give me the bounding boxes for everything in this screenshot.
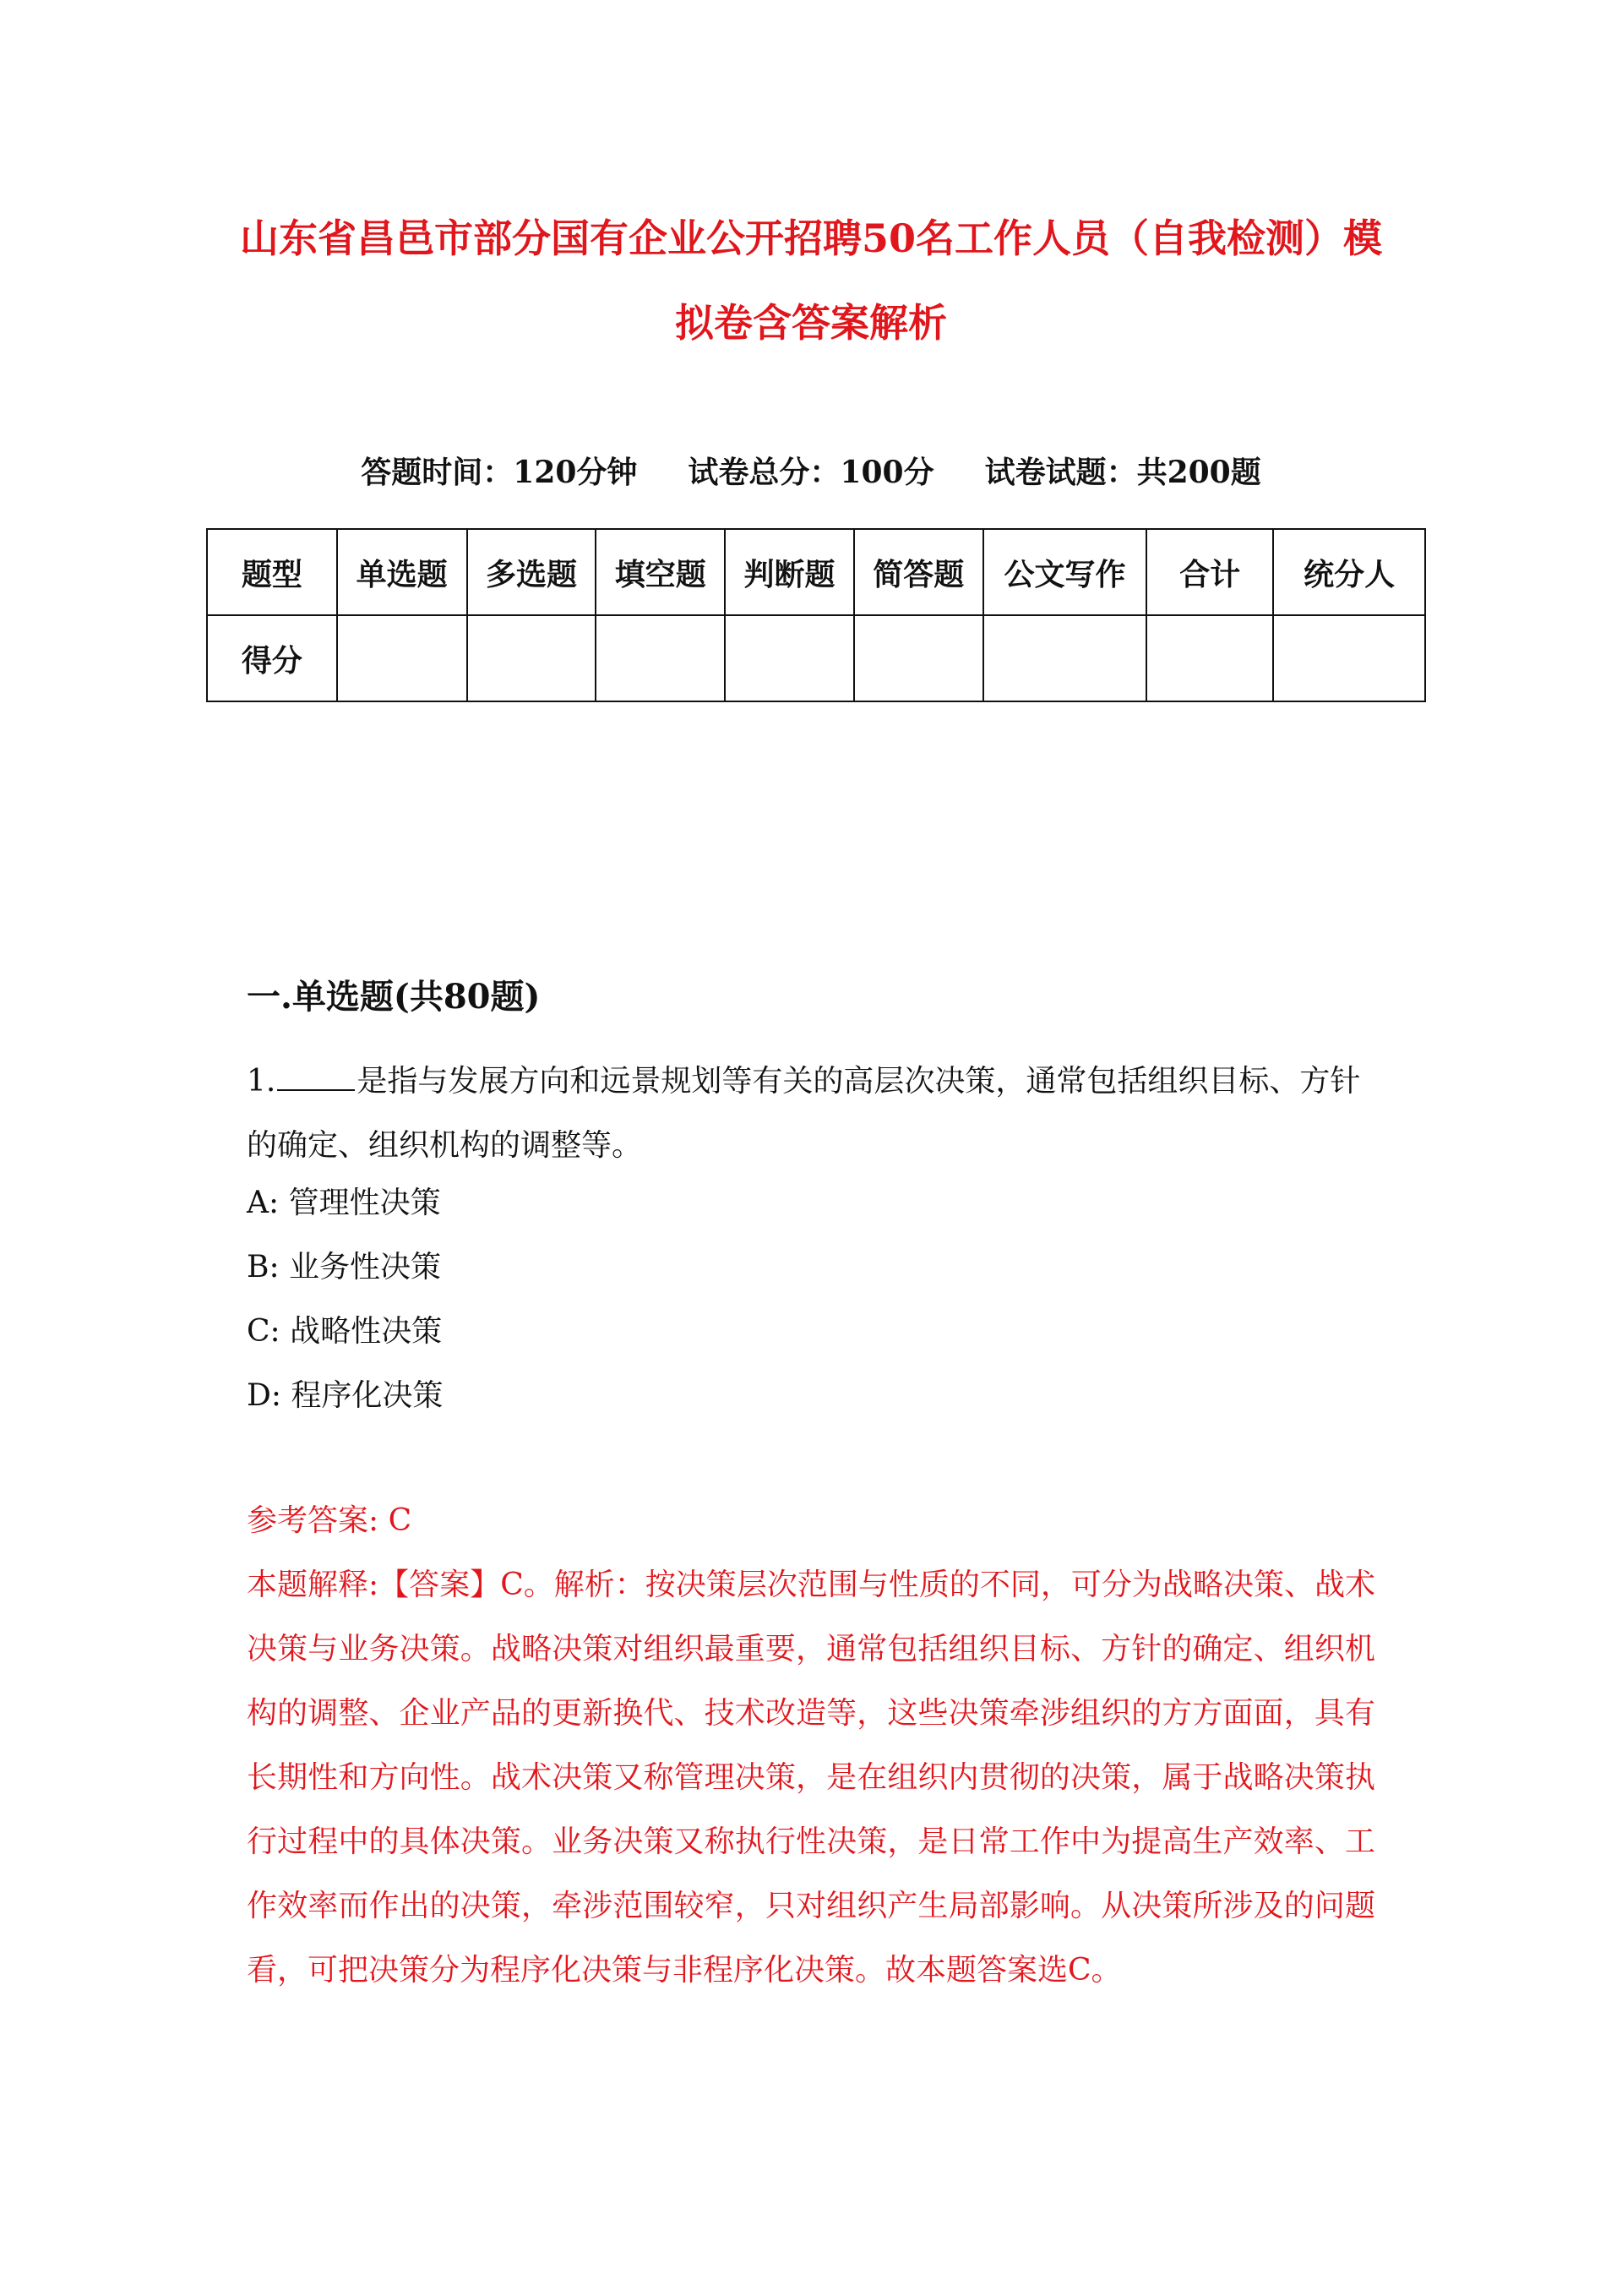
section-title: 一.单选题(共80题)	[247, 977, 541, 1017]
score-table-header: 单选题	[337, 529, 467, 615]
question-number: 1.	[247, 1064, 276, 1099]
score-cell	[337, 615, 467, 701]
score-cell	[983, 615, 1147, 701]
question-stem	[247, 1050, 1379, 1178]
score-table-header: 统分人	[1273, 529, 1425, 615]
option-b: B: 业务性决策	[247, 1250, 442, 1284]
score-table	[206, 528, 1426, 702]
score-table-header: 公文写作	[983, 529, 1147, 615]
score-cell	[467, 615, 596, 701]
option-c: C: 战略性决策	[247, 1314, 443, 1349]
score-table-header: 合计	[1146, 529, 1273, 615]
option-list	[247, 1171, 443, 1428]
score-table-header: 填空题	[596, 529, 725, 615]
score-table-score-row	[207, 615, 1425, 701]
score-cell	[1273, 615, 1425, 701]
score-table-header: 判断题	[725, 529, 854, 615]
score-table-header: 简答题	[854, 529, 983, 615]
exam-total-score: 试卷总分：100分	[688, 455, 934, 490]
exam-meta	[203, 451, 1419, 494]
score-row-label: 得分	[207, 615, 337, 701]
question-text: 是指与发展方向和远景规划等有关的高层次决策，通常包括组织目标、方针的确定、组织机构的调整等。	[247, 1064, 1361, 1163]
answer-explanation: 本题解释:【答案】C。解析：按决策层次范围与性质的不同，可分为战略决策、战术决策与业务决策。战略决策对组织最重要，通常包括组织目标、方针的确定、组织机构的调整、企业产品的更新换代、技术改造等，这些决策牵涉组织的方方面面，具有长期性和方向性。战术决策又称管理决策，是在组织内贯彻的决策，属于战略决策执行过程中的具体决策。业务决策又称执行性决策，是日常工作中为提高生产效率、工作效率而作出的决策，牵涉范围较窄，只对组织产生局部影响。从决策所涉及的问题看，可把决策分为程序化决策与非程序化决策。故本题答案选C。	[247, 1568, 1375, 1988]
exam-time: 答题时间：120分钟	[361, 455, 638, 490]
reference-answer: 参考答案: C	[247, 1503, 412, 1538]
score-cell	[596, 615, 725, 701]
document-title-line-2: 拟卷含答案解析	[675, 300, 947, 346]
score-table-header-row	[207, 529, 1425, 615]
exam-question-count: 试卷试题：共200题	[984, 455, 1261, 490]
score-cell	[1146, 615, 1273, 701]
option-a: A: 管理性决策	[247, 1186, 441, 1220]
answer-blank	[277, 1061, 355, 1091]
option-d: D: 程序化决策	[247, 1378, 444, 1413]
document-title-line-1: 山东省昌邑市部分国有企业公开招聘50名工作人员（自我检测）模	[239, 215, 1382, 261]
score-table-header: 题型	[207, 529, 337, 615]
score-cell	[854, 615, 983, 701]
score-table-header: 多选题	[467, 529, 596, 615]
score-cell	[725, 615, 854, 701]
